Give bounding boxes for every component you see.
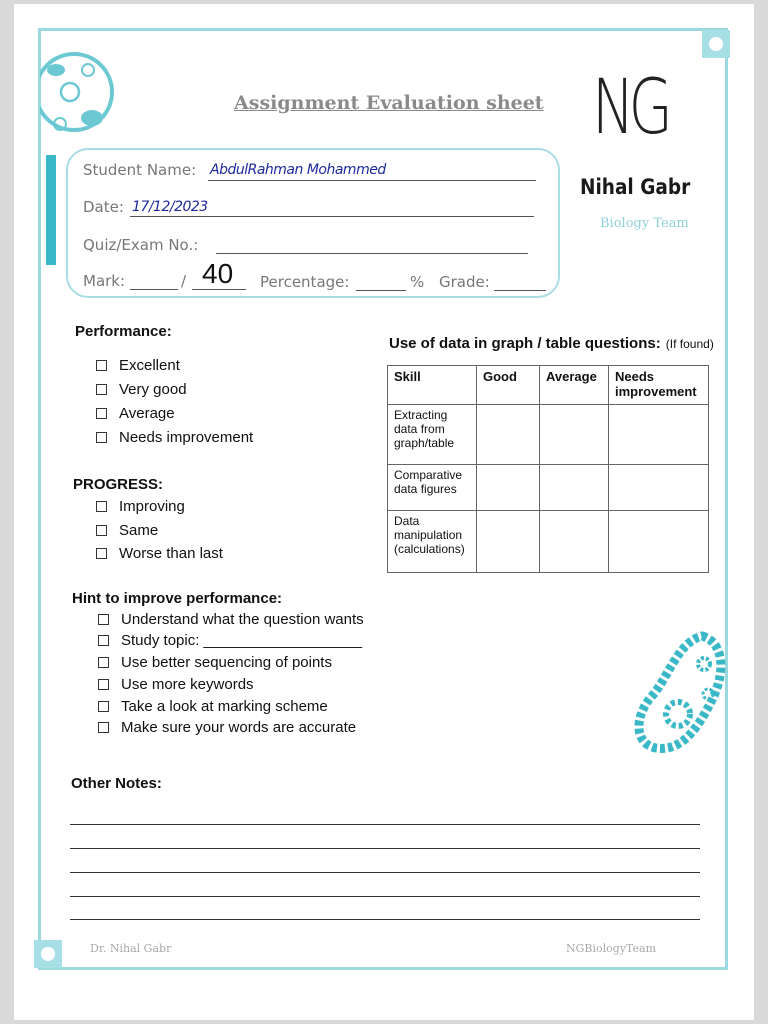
- quiz-label: Quiz/Exam No.:: [83, 236, 199, 254]
- column-header: Good: [477, 366, 540, 405]
- rating-cell[interactable]: [609, 511, 709, 573]
- performance-option[interactable]: Very good: [96, 381, 187, 398]
- performance-option[interactable]: Excellent: [96, 357, 180, 374]
- mark-line: [130, 289, 178, 290]
- corner-decoration-bottom-left: [34, 940, 62, 968]
- date-value: 17/12/2023: [132, 199, 208, 215]
- skill-cell: Extracting data from graph/table: [388, 405, 477, 465]
- hints-heading: Hint to improve performance:: [72, 590, 283, 607]
- bacteria-decoration-icon: [632, 628, 728, 760]
- table-row: [388, 405, 709, 465]
- corner-decoration-top-right: [702, 30, 730, 58]
- grade-label: Grade:: [439, 273, 490, 291]
- rating-cell[interactable]: [540, 511, 609, 573]
- grade-line: [494, 290, 546, 291]
- date-label: Date:: [83, 198, 124, 216]
- checkbox[interactable]: [98, 635, 109, 646]
- rating-cell[interactable]: [540, 405, 609, 465]
- table-row: [388, 465, 709, 511]
- page-title: Assignment Evaluation sheet: [234, 92, 544, 114]
- data-use-heading-row: [389, 333, 714, 352]
- notes-line[interactable]: [70, 824, 700, 825]
- checkbox[interactable]: [96, 548, 107, 559]
- percentage-line: [356, 290, 406, 291]
- percentage-label: Percentage:: [260, 273, 350, 291]
- hint-option[interactable]: Use better sequencing of points: [98, 654, 332, 671]
- footer-right: NGBiologyTeam: [566, 942, 657, 955]
- column-header: Needs improvement: [609, 366, 709, 405]
- checkbox[interactable]: [96, 501, 107, 512]
- progress-heading: PROGRESS:: [73, 476, 164, 493]
- checkbox[interactable]: [96, 432, 107, 443]
- rating-cell[interactable]: [477, 511, 540, 573]
- microbe-decoration-icon: [40, 48, 120, 144]
- checkbox[interactable]: [98, 679, 109, 690]
- skill-table: [387, 365, 709, 573]
- student-name-label: Student Name:: [83, 161, 197, 179]
- progress-option[interactable]: Improving: [96, 498, 185, 515]
- checkbox[interactable]: [98, 614, 109, 625]
- rating-cell[interactable]: [609, 405, 709, 465]
- checkbox[interactable]: [98, 722, 109, 733]
- skill-cell: Comparative data figures: [388, 465, 477, 511]
- hint-option[interactable]: Study topic: ___________________: [98, 632, 362, 649]
- table-header-row: [388, 366, 709, 405]
- table-row: [388, 511, 709, 573]
- brand-team: Biology Team: [600, 216, 689, 231]
- rating-cell[interactable]: [477, 405, 540, 465]
- hint-option[interactable]: Make sure your words are accurate: [98, 719, 356, 736]
- pencil-decoration-icon: [46, 155, 56, 265]
- hint-option[interactable]: Use more keywords: [98, 676, 254, 693]
- percent-sign: %: [410, 273, 425, 291]
- progress-option[interactable]: Same: [96, 522, 158, 539]
- data-use-note: (If found): [665, 337, 714, 351]
- notes-line[interactable]: [70, 872, 700, 873]
- date-line: [130, 216, 534, 217]
- quiz-line: [216, 253, 528, 254]
- mark-total: 40: [202, 258, 234, 289]
- rating-cell[interactable]: [609, 465, 709, 511]
- performance-option[interactable]: Needs improvement: [96, 429, 253, 446]
- footer-left: Dr. Nihal Gabr: [90, 942, 172, 955]
- column-header: Average: [540, 366, 609, 405]
- rating-cell[interactable]: [540, 465, 609, 511]
- checkbox[interactable]: [96, 384, 107, 395]
- hint-option[interactable]: Understand what the question wants: [98, 611, 364, 628]
- performance-option[interactable]: Average: [96, 405, 175, 422]
- data-use-heading: Use of data in graph / table questions:: [389, 335, 661, 352]
- checkbox[interactable]: [96, 360, 107, 371]
- student-name-line: [208, 180, 536, 181]
- performance-heading: Performance:: [75, 323, 172, 340]
- notes-line[interactable]: [70, 919, 700, 920]
- skill-cell: Data manipulation (calculations): [388, 511, 477, 573]
- checkbox[interactable]: [96, 525, 107, 536]
- brand-name: Nihal Gabr: [580, 175, 691, 199]
- checkbox[interactable]: [96, 408, 107, 419]
- mark-label: Mark:: [83, 272, 126, 290]
- notes-line[interactable]: [70, 896, 700, 897]
- column-header: Skill: [388, 366, 477, 405]
- checkbox[interactable]: [98, 657, 109, 668]
- hint-option[interactable]: Take a look at marking scheme: [98, 698, 328, 715]
- brand-monogram: NG: [592, 62, 667, 151]
- progress-option[interactable]: Worse than last: [96, 545, 223, 562]
- rating-cell[interactable]: [477, 465, 540, 511]
- student-name-value: AbdulRahman Mohammed: [210, 162, 386, 178]
- notes-line[interactable]: [70, 848, 700, 849]
- mark-separator: /: [181, 272, 187, 290]
- notes-heading: Other Notes:: [71, 775, 162, 792]
- checkbox[interactable]: [98, 701, 109, 712]
